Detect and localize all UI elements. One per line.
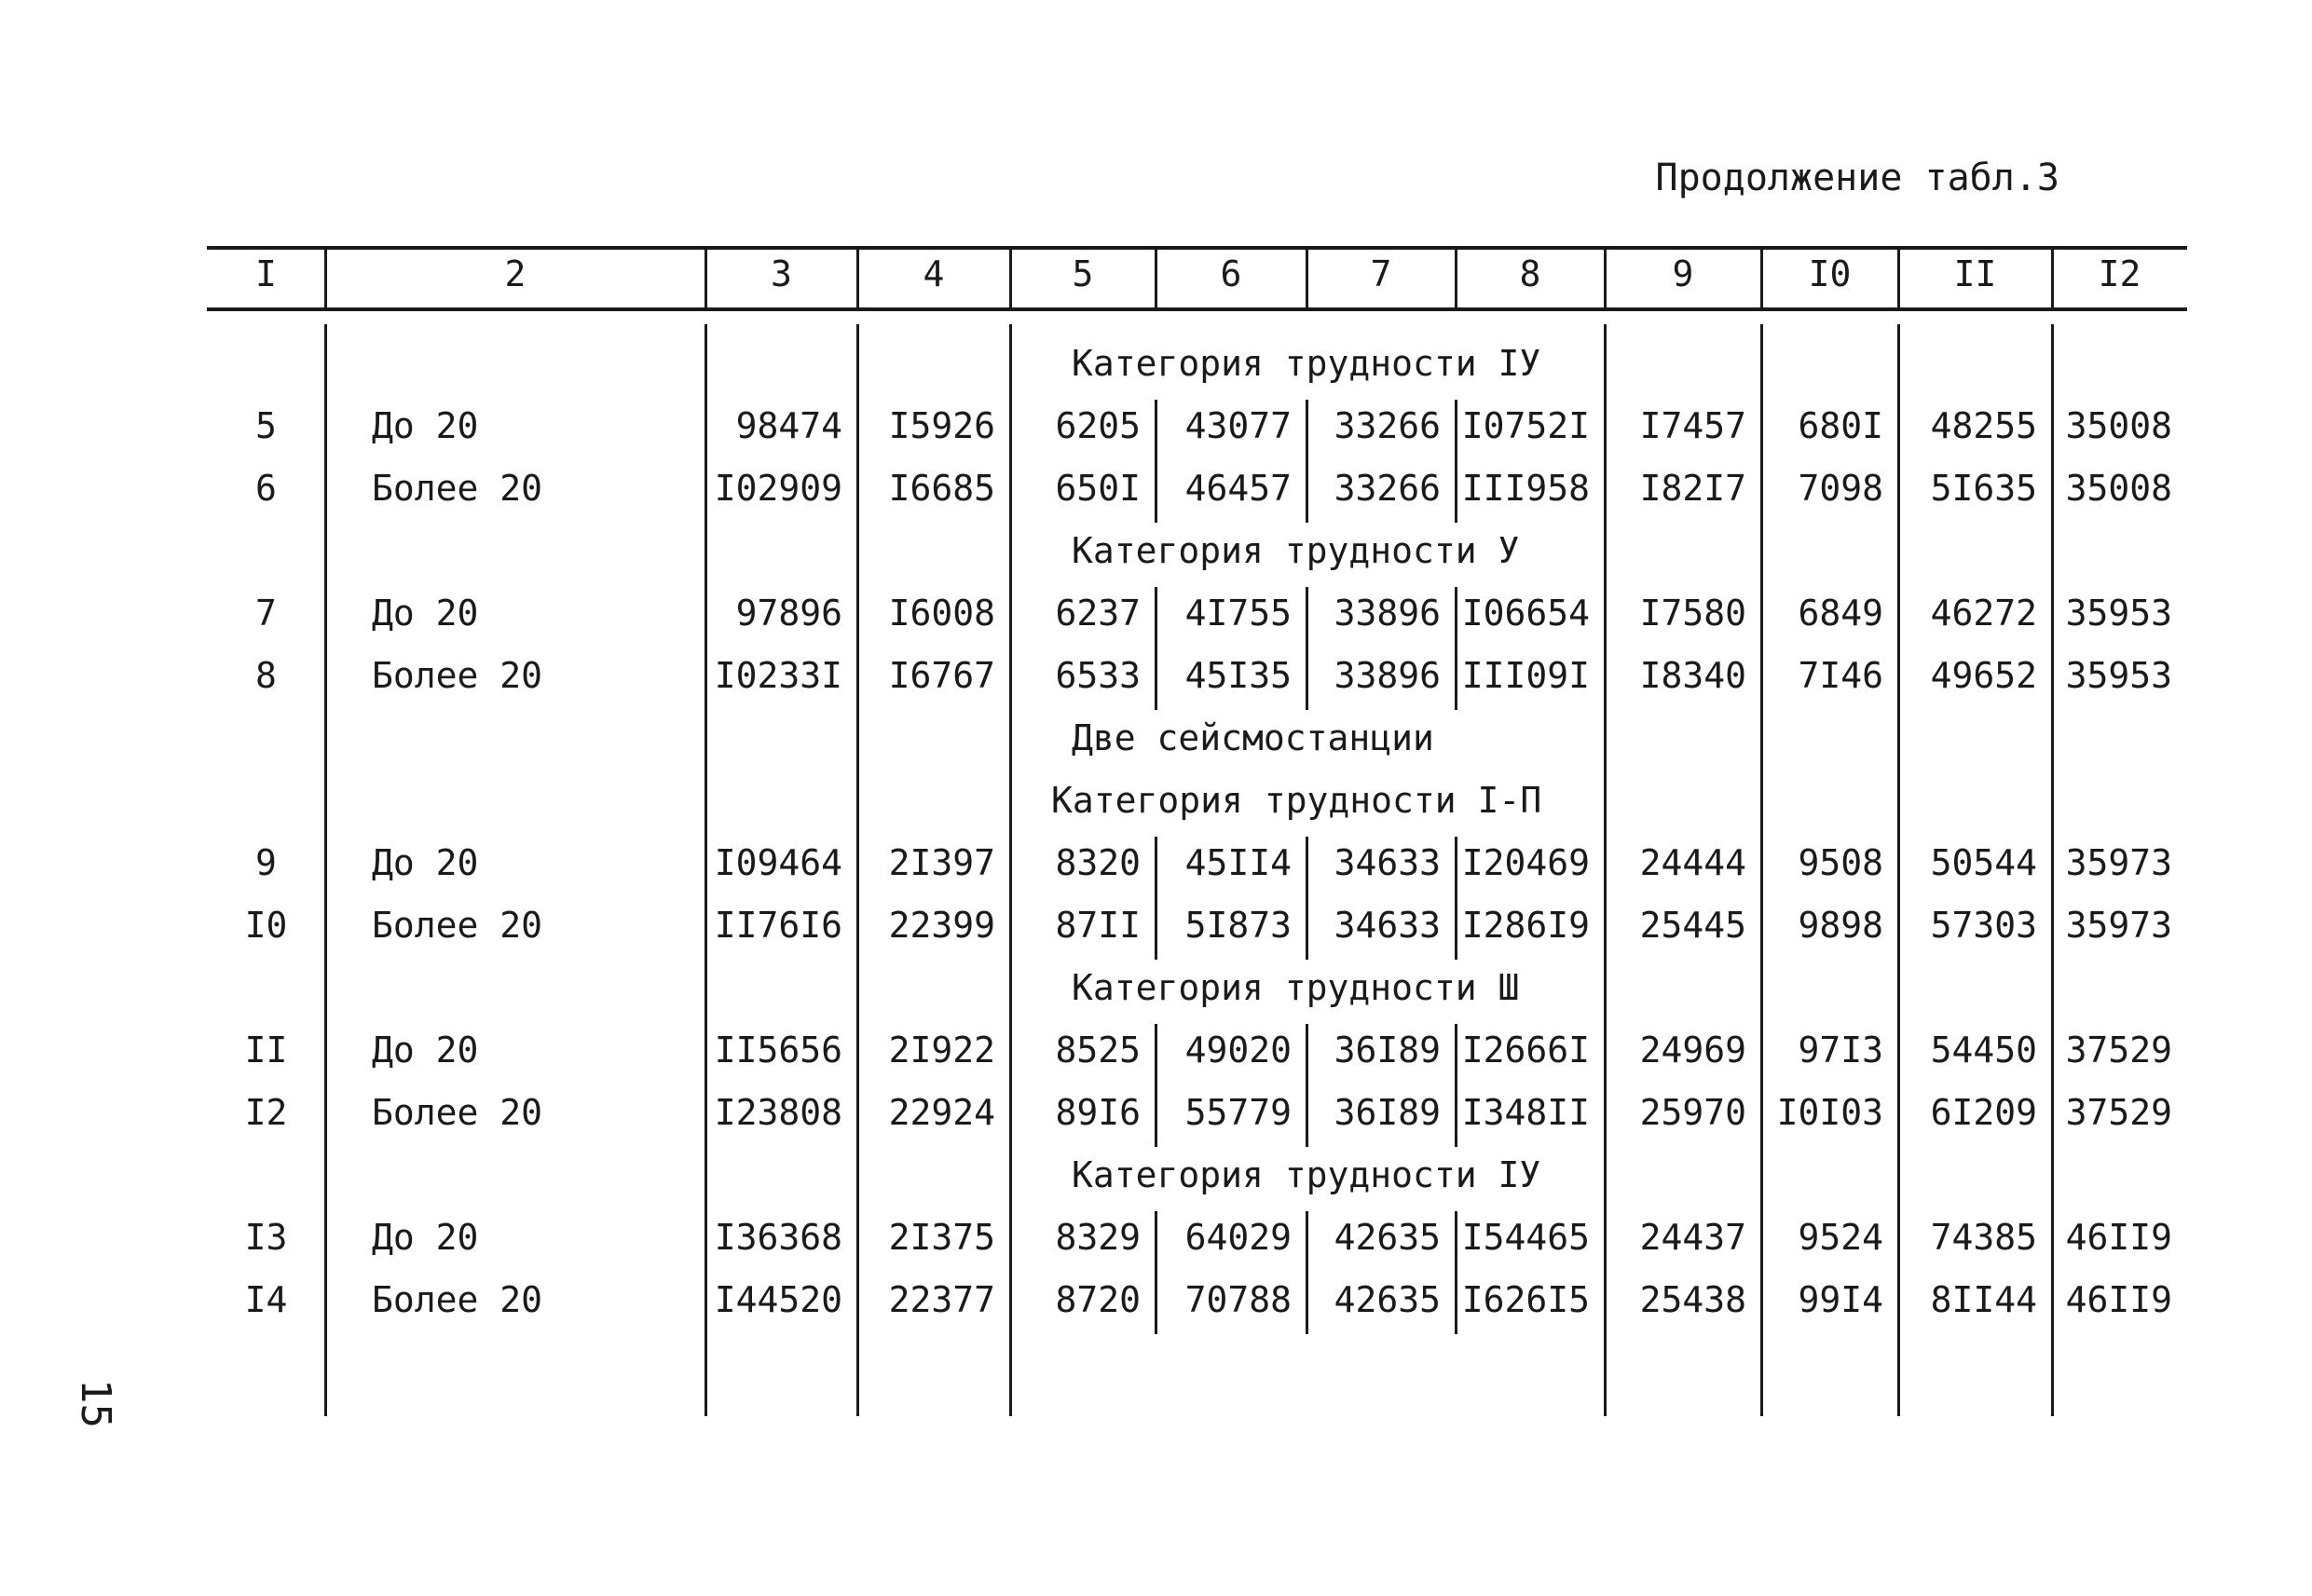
table-cell: I7457 [1639,405,1746,446]
table-cell: 34633 [1334,842,1441,883]
section-heading: Категория трудности IУ [1072,343,1541,384]
table-cell: 8329 [1055,1217,1141,1258]
column-header: I [255,253,277,294]
table-cell: 89I6 [1055,1092,1141,1133]
table-cell: 48255 [1930,405,2037,446]
table-cell: 8525 [1055,1030,1141,1071]
table-cell: 35973 [2065,842,2172,883]
row-number: I4 [244,1279,288,1320]
column-header: II [1953,253,1997,294]
body-column-divider [1455,1024,1457,1147]
table-cell: 35973 [2065,905,2172,946]
table-cell: I09464 [714,842,842,883]
body-column-divider [1155,837,1157,960]
table-cell: 22399 [888,905,995,946]
table-cell: 97896 [735,593,842,634]
row-label: До 20 [372,842,479,883]
table-cell: 37529 [2065,1092,2172,1133]
row-label: Более 20 [372,1279,543,1320]
body-column-divider [1155,587,1157,710]
table-cell: 2I922 [888,1030,995,1071]
table-caption: Продолжение табл.3 [1655,157,2059,199]
table-cell: 54450 [1930,1030,2037,1071]
table-cell: I6008 [888,593,995,634]
row-number: 8 [255,655,277,696]
table-cell: I02909 [714,468,842,509]
section-heading: Категория трудности IУ [1072,1154,1541,1195]
row-number: I0 [244,905,288,946]
table-cell: 55779 [1184,1092,1292,1133]
table-cell: 35953 [2065,655,2172,696]
row-label: Более 20 [372,468,543,509]
table-cell: 74385 [1930,1217,2037,1258]
table-cell: 46II9 [2065,1217,2172,1258]
table-cell: 45II4 [1184,842,1292,883]
table-cell: 35008 [2065,405,2172,446]
table-cell: 6I209 [1930,1092,2037,1133]
table-cell: I44520 [714,1279,842,1320]
row-number: 7 [255,593,277,634]
table-cell: 25438 [1639,1279,1746,1320]
table-cell: 5I873 [1184,905,1292,946]
table-cell: I23808 [714,1092,842,1133]
table-cell: 6205 [1055,405,1141,446]
table-cell: 9508 [1798,842,1883,883]
section-heading: Категория трудности I-П [1051,780,1542,821]
row-label: До 20 [372,593,479,634]
column-header: 4 [923,253,945,294]
section-heading: Две сейсмостанции [1072,717,1434,758]
row-number: 9 [255,842,277,883]
table-cell: 70788 [1184,1279,1292,1320]
table-cell: 6237 [1055,593,1141,634]
table-cell: 42635 [1334,1217,1441,1258]
table-cell: 99I4 [1798,1279,1883,1320]
table-cell: III09I [1461,655,1590,696]
table-cell: 34633 [1334,905,1441,946]
table-cell: 37529 [2065,1030,2172,1071]
row-label: До 20 [372,1030,479,1071]
table-cell: 49652 [1930,655,2037,696]
body-column-divider [1306,400,1308,523]
table-cell: 22924 [888,1092,995,1133]
table-cell: 33896 [1334,593,1441,634]
row-label: Более 20 [372,1092,543,1133]
body-column-divider [1306,1211,1308,1334]
header-bottom-rule [207,307,2187,311]
body-column-divider [1455,1211,1457,1334]
table-cell: 8II44 [1930,1279,2037,1320]
table-cell: 35953 [2065,593,2172,634]
table-cell: I7580 [1639,593,1746,634]
table-cell: II76I6 [714,905,842,946]
table-cell: I8340 [1639,655,1746,696]
table-cell: I0I03 [1776,1092,1883,1133]
column-header: 7 [1370,253,1392,294]
table-cell: 46272 [1930,593,2037,634]
table-cell: 8320 [1055,842,1141,883]
table-cell: 57303 [1930,905,2037,946]
table-cell: III958 [1461,468,1590,509]
table-cell: 64029 [1184,1217,1292,1258]
table-cell: 4I755 [1184,593,1292,634]
table-cell: 680I [1798,405,1883,446]
row-label: Более 20 [372,655,543,696]
table-cell: I6685 [888,468,995,509]
table-cell: I2666I [1461,1030,1590,1071]
table-cell: I82I7 [1639,468,1746,509]
table-cell: 42635 [1334,1279,1441,1320]
table-cell: 24444 [1639,842,1746,883]
section-heading: Категория трудности Ш [1072,967,1520,1008]
table-cell: I06654 [1461,593,1590,634]
body-column-divider [1155,1211,1157,1334]
table-cell: 87II [1055,905,1141,946]
body-column-divider [1155,1024,1157,1147]
row-number: I3 [244,1217,288,1258]
section-heading: Категория трудности У [1072,530,1520,571]
table-cell: I348II [1461,1092,1590,1133]
body-column-divider [1306,587,1308,710]
table-cell: 49020 [1184,1030,1292,1071]
table-cell: I286I9 [1461,905,1590,946]
table-cell: 46II9 [2065,1279,2172,1320]
body-column-divider [1455,837,1457,960]
table-cell: I0233I [714,655,842,696]
table-cell: 35008 [2065,468,2172,509]
body-column-divider [1155,400,1157,523]
table-cell: I0752I [1461,405,1590,446]
table-cell: 24437 [1639,1217,1746,1258]
table-cell: 36I89 [1334,1092,1441,1133]
body-column-divider [1306,1024,1308,1147]
table-cell: 6849 [1798,593,1883,634]
table-cell: 33266 [1334,468,1441,509]
table-cell: 2I375 [888,1217,995,1258]
body-column-divider [1455,400,1457,523]
table-cell: I626I5 [1461,1279,1590,1320]
table-cell: 9524 [1798,1217,1883,1258]
body-column-divider [1306,837,1308,960]
body-column-divider [1455,587,1457,710]
table-cell: 25445 [1639,905,1746,946]
table-cell: 650I [1055,468,1141,509]
table-cell: 46457 [1184,468,1292,509]
table-cell: II5656 [714,1030,842,1071]
table-cell: 6533 [1055,655,1141,696]
table-cell: 7I46 [1798,655,1883,696]
table-cell: 97I3 [1798,1030,1883,1071]
table-cell: I5926 [888,405,995,446]
table-cell: 43077 [1184,405,1292,446]
page-number: 15 [72,1379,119,1428]
table-cell: 33266 [1334,405,1441,446]
column-header: 5 [1072,253,1094,294]
table-cell: 33896 [1334,655,1441,696]
column-header: 8 [1519,253,1541,294]
column-header: I0 [1808,253,1852,294]
table-cell: 8720 [1055,1279,1141,1320]
table-cell: 36I89 [1334,1030,1441,1071]
column-header: 3 [771,253,792,294]
table-cell: 24969 [1639,1030,1746,1071]
table-cell: I36368 [714,1217,842,1258]
row-label: До 20 [372,1217,479,1258]
table-cell: 50544 [1930,842,2037,883]
table-cell: 98474 [735,405,842,446]
column-header: 6 [1220,253,1242,294]
table-cell: 7098 [1798,468,1883,509]
row-number: 6 [255,468,277,509]
table-cell: I6767 [888,655,995,696]
row-label: До 20 [372,405,479,446]
row-number: 5 [255,405,277,446]
row-label: Более 20 [372,905,543,946]
column-header: I2 [2098,253,2141,294]
table-cell: 2I397 [888,842,995,883]
column-header: 9 [1672,253,1694,294]
row-number: II [244,1030,288,1071]
table-cell: I20469 [1461,842,1590,883]
table-cell: 22377 [888,1279,995,1320]
column-header: 2 [504,253,527,294]
table-cell: 5I635 [1930,468,2037,509]
table-top-rule [207,246,2187,250]
table-cell: 9898 [1798,905,1883,946]
table-cell: 45I35 [1184,655,1292,696]
row-number: I2 [244,1092,288,1133]
table-cell: I54465 [1461,1217,1590,1258]
table-cell: 25970 [1639,1092,1746,1133]
